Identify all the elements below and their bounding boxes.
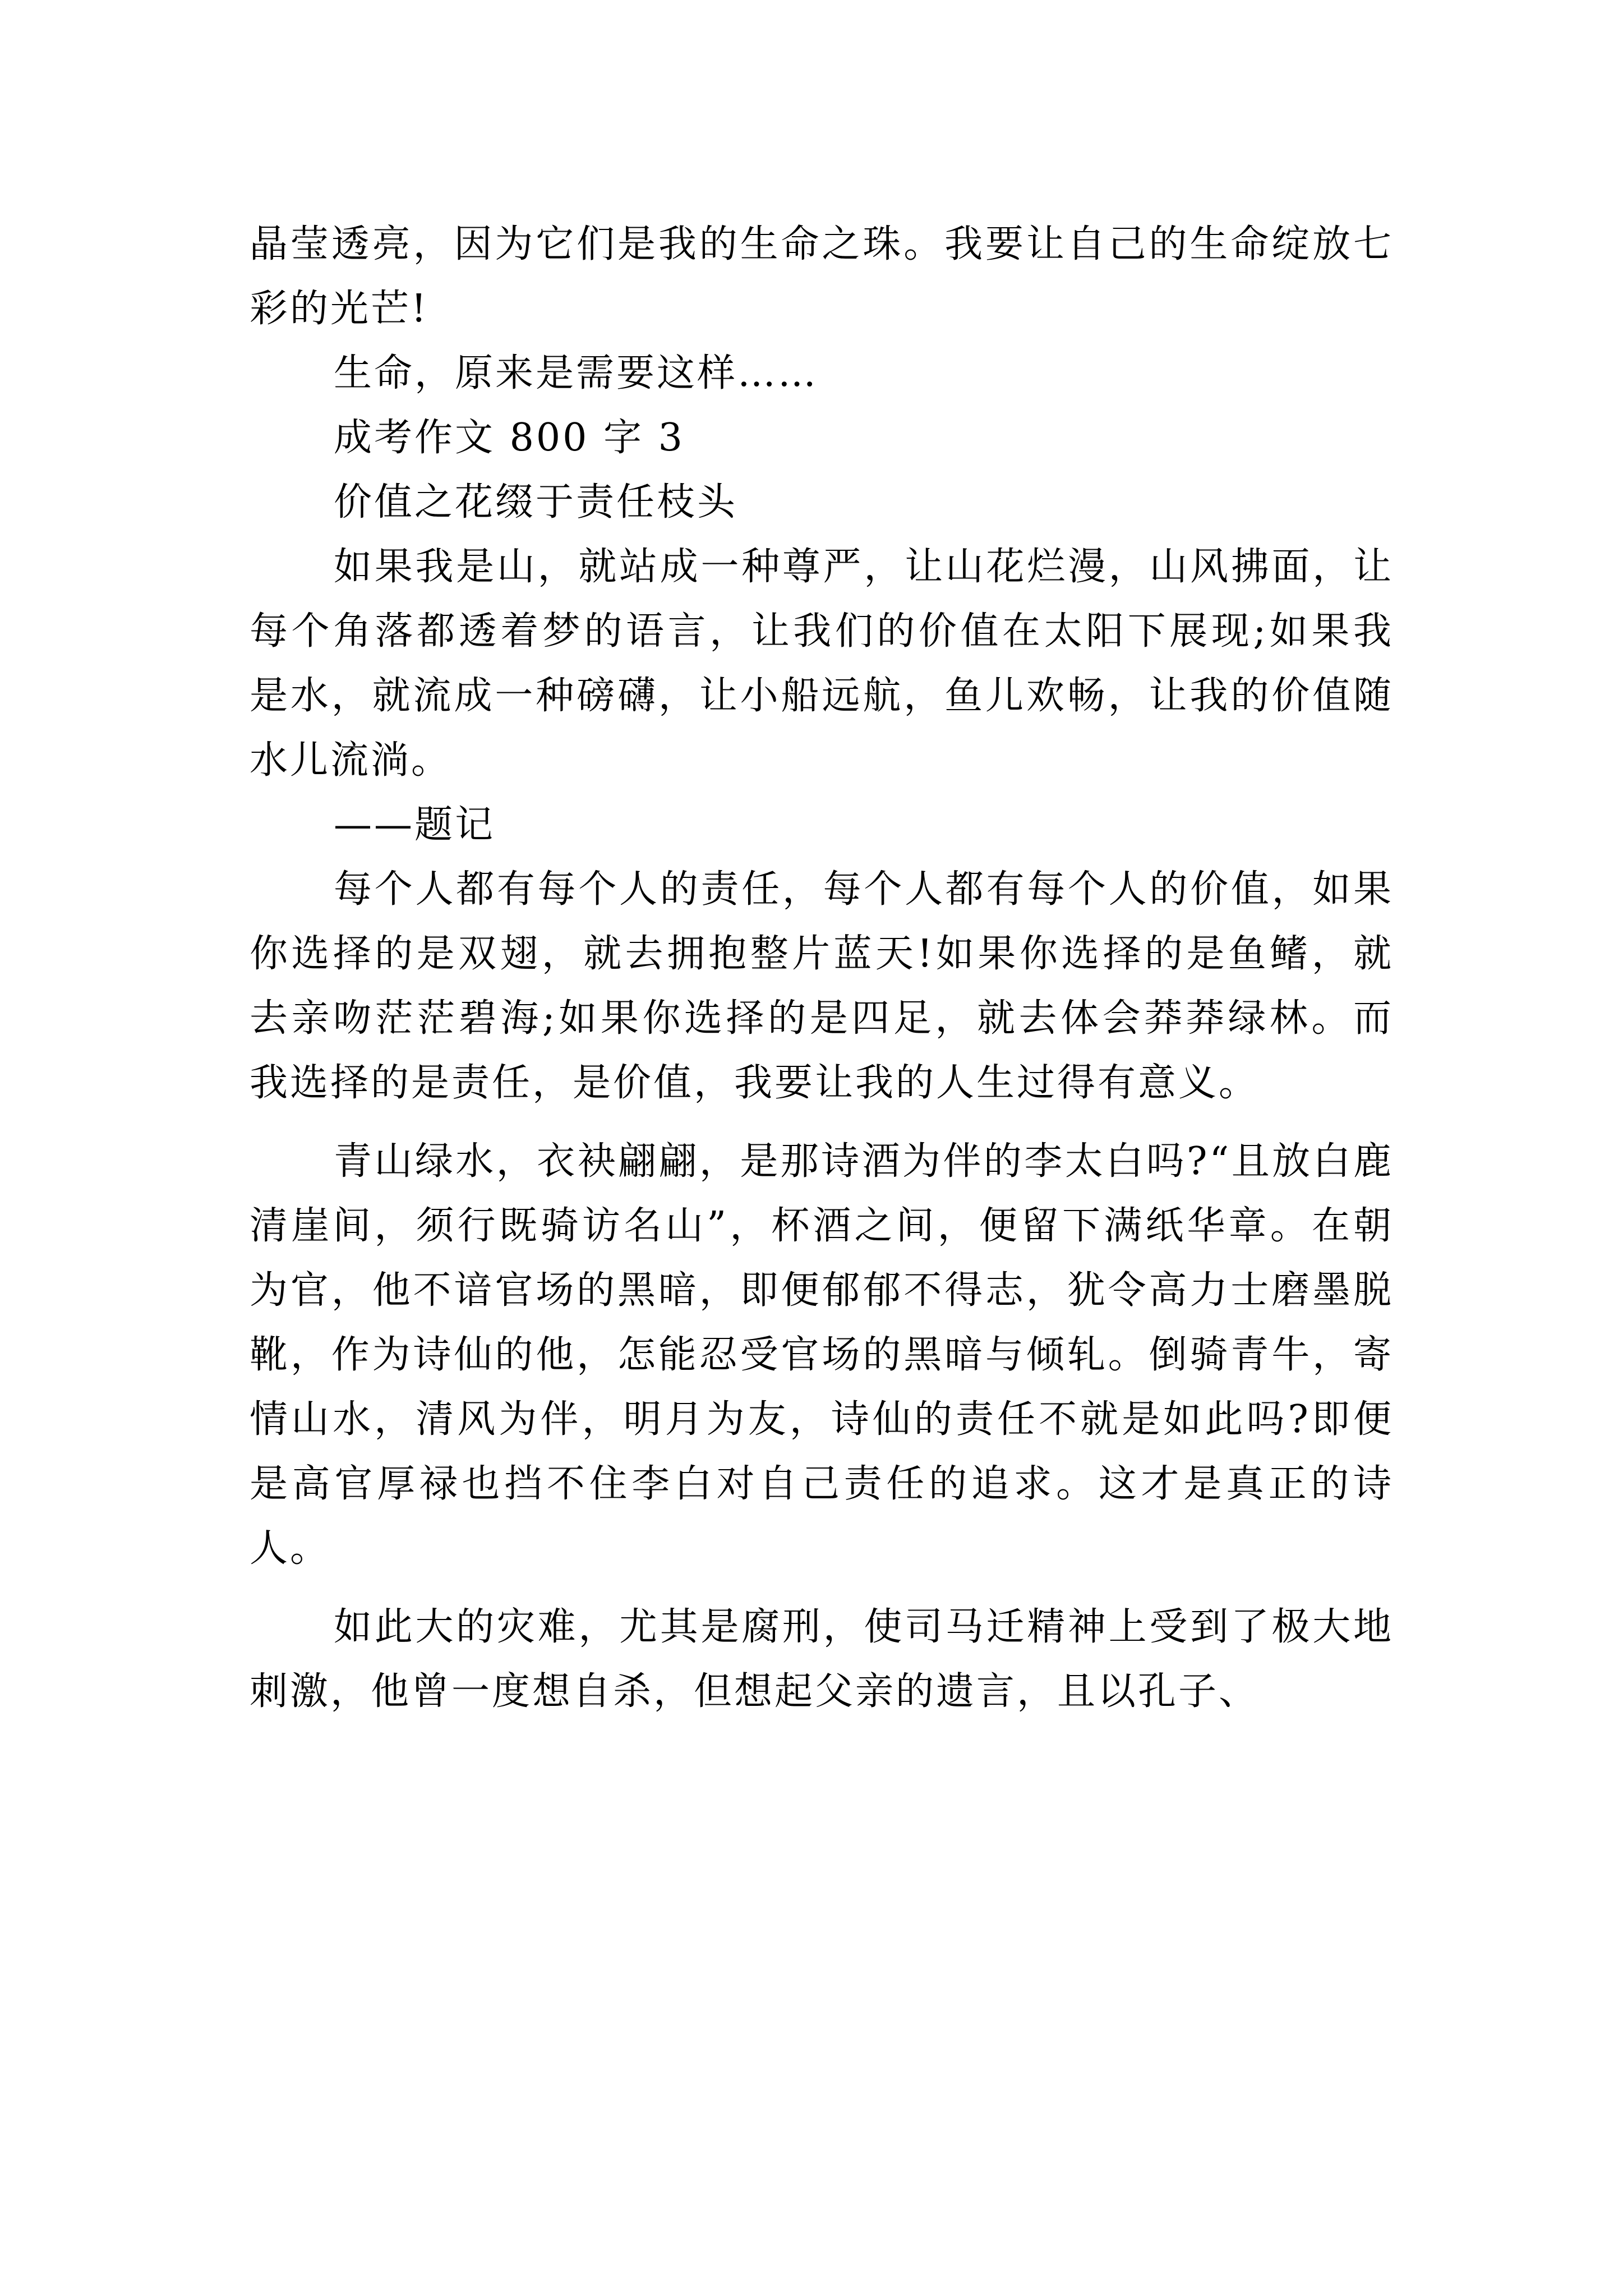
document-body <box>250 212 1394 1724</box>
paragraph-life-needs: 生命，原来是需要这样…… <box>334 351 819 395</box>
paragraph-life-pearls: 晶莹透亮，因为它们是我的生命之珠。我要让自己的生命绽放七彩的光芒! <box>250 222 1394 331</box>
essay-heading: 成考作文 800 字 3 <box>334 416 685 460</box>
epigraph-attribution: ——题记 <box>334 803 496 847</box>
paragraph-epigraph: 如果我是山，就站成一种尊严，让山花烂漫，山风拂面，让每个角落都透着梦的语言，让我们的价值在太阳下展现;如果我是水，就流成一种磅礴，让小船远航，鱼儿欢畅，让我的价值随水儿流淌。 <box>250 545 1394 783</box>
paragraph-sima-qian: 如此大的灾难，尤其是腐刑，使司马迁精神上受到了极大地刺激，他曾一度想自杀，但想起父亲的遗言，且以孔子、 <box>250 1605 1394 1714</box>
paragraph-responsibility: 每个人都有每个人的责任，每个人都有每个人的价值，如果你选择的是双翅，就去拥抱整片蓝天!如果你选择的是鱼鳍，就去亲吻茫茫碧海;如果你选择的是四足，就去体会莽莽绿林。而我选择的是责任，是价值，我要让我的人生过得有意义。 <box>250 867 1394 1105</box>
paragraph-li-bai: 青山绿水，衣袂翩翩，是那诗酒为伴的李太白吗?“且放白鹿清崖间，须行既骑访名山”，杯酒之间，便留下满纸华章。在朝为官，他不谙官场的黑暗，即便郁郁不得志，犹令高力士磨墨脱靴，作为诗仙的他，怎能忍受官场的黑暗与倾轧。倒骑青牛，寄情山水，清风为伴，明月为友，诗仙的责任不就是如此吗?即便是高官厚禄也挡不住李白对自己责任的追求。这才是真正的诗人。 <box>250 1139 1394 1571</box>
essay-title: 价值之花缀于责任枝头 <box>334 480 738 524</box>
